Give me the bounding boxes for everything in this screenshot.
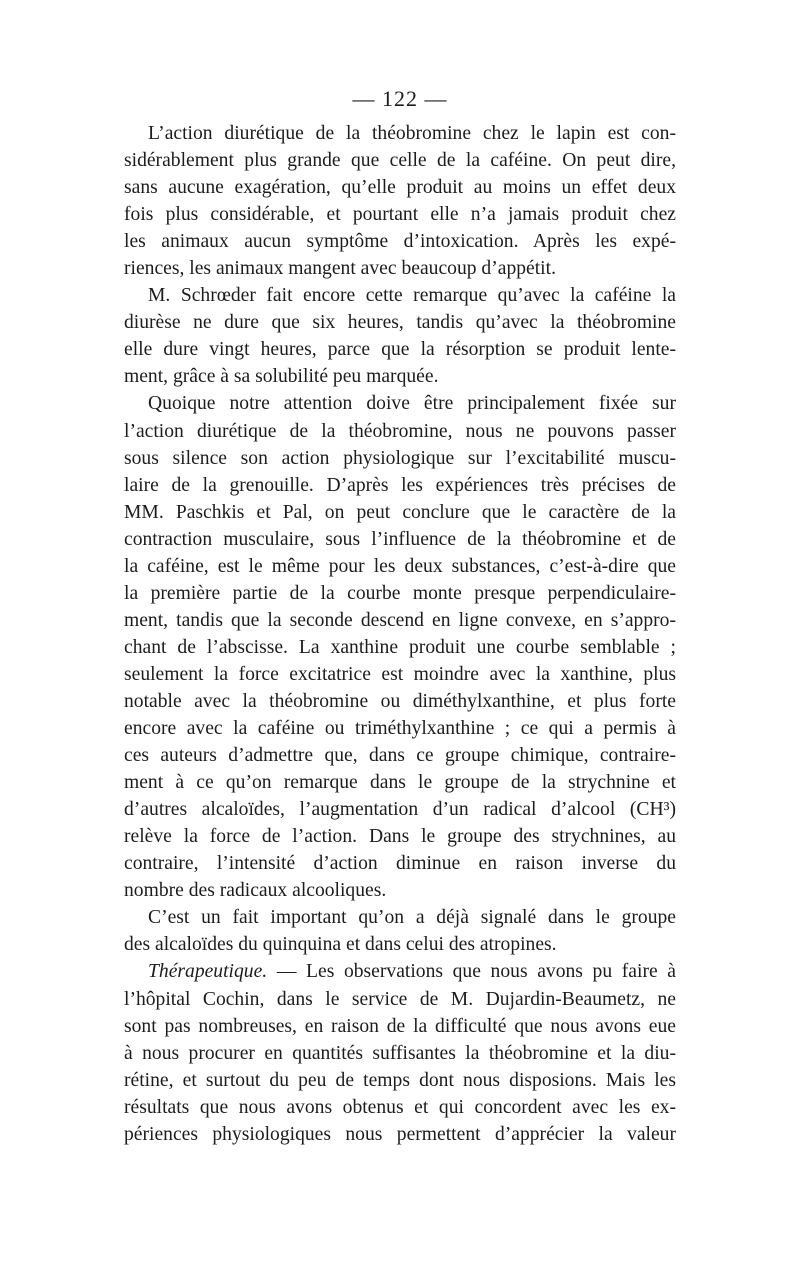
text-line: ment à ce qu’on remarque dans le groupe de la strychnine et bbox=[124, 772, 676, 794]
text-line: nombre des radicaux alcooliques. bbox=[124, 880, 387, 902]
text-line: chant de l’abscisse. La xanthine produit une courbe semblable ; bbox=[124, 636, 676, 658]
text-line bbox=[124, 958, 676, 985]
text-line: diurèse ne dure que six heures, tandis qu’avec la théobromine bbox=[124, 312, 676, 334]
text-line: laire de la grenouille. D’après les expériences très précises de bbox=[124, 474, 676, 496]
paragraph-quinquina bbox=[124, 904, 676, 958]
page-number: — 122 — bbox=[352, 86, 448, 111]
text-line: relève la force de l’action. Dans le groupe des strychnines, au bbox=[124, 826, 676, 848]
text-line: rétine, et surtout du peu de temps dont nous disposions. Mais les bbox=[124, 1069, 676, 1091]
text-line: M. Schrœder fait encore cette remarque qu’avec la caféine la bbox=[148, 285, 676, 307]
text-line: les animaux aucun symptôme d’intoxication. Après les expé- bbox=[124, 231, 676, 253]
text-line: à nous procurer en quantités suffisantes la théobromine et la diu- bbox=[124, 1042, 676, 1064]
text-line: sidérablement plus grande que celle de la caféine. On peut dire, bbox=[124, 150, 676, 172]
text-line: l’hôpital Cochin, dans le service de M. Dujardin-Beaumetz, ne bbox=[124, 988, 676, 1010]
text-line: sont pas nombreuses, en raison de la difficulté que nous avons eue bbox=[124, 1015, 676, 1037]
text-line: seulement la force excitatrice est moindre avec la xanthine, plus bbox=[124, 663, 676, 685]
text-line: notable avec la théobromine ou diméthylxanthine, et plus forte bbox=[124, 690, 676, 712]
text-line: contraction musculaire, sous l’influence de la théobromine et de bbox=[124, 528, 676, 550]
text-line: fois plus considérable, et pourtant elle n’a jamais produit chez bbox=[124, 204, 676, 226]
section-heading-therapeutique: Thérapeutique. bbox=[148, 961, 268, 983]
text-line: périences physiologiques nous permettent d’apprécier la valeur bbox=[124, 1123, 676, 1145]
text-line: contraire, l’intensité d’action diminue en raison inverse du bbox=[124, 853, 676, 875]
text-line: elle dure vingt heures, parce que la résorption se produit lente- bbox=[124, 339, 676, 361]
text-line: d’autres alcaloïdes, l’augmentation d’un radical d’alcool (CH³) bbox=[124, 799, 676, 821]
text-line: C’est un fait important qu’on a déjà signalé dans le groupe bbox=[148, 907, 676, 929]
text-line: ces auteurs d’admettre que, dans ce groupe chimique, contraire- bbox=[124, 745, 676, 767]
text-line: riences, les animaux mangent avec beaucoup d’appétit. bbox=[124, 258, 556, 280]
text-line-rest: — Les observations que nous avons pu faire à bbox=[267, 961, 676, 983]
text-line: encore avec la caféine ou triméthylxanthine ; ce qui a permis à bbox=[124, 718, 676, 740]
text-line: MM. Paschkis et Pal, on peut conclure que le caractère de la bbox=[124, 501, 676, 523]
text-line: résultats que nous avons obtenus et qui concordent avec les ex- bbox=[124, 1096, 676, 1118]
text-line: l’action diurétique de la théobromine, nous ne pouvons passer bbox=[124, 420, 676, 442]
text-line: ment, tandis que la seconde descend en ligne convexe, en s’appro- bbox=[124, 609, 676, 631]
paragraph-therapeutique bbox=[124, 958, 676, 1147]
paragraph-schroeder bbox=[124, 282, 676, 390]
text-line: la caféine, est le même pour les deux substances, c’est-à-dire que bbox=[124, 555, 676, 577]
text-line: ment, grâce à sa solubilité peu marquée. bbox=[124, 366, 439, 388]
text-line: sous silence son action physiologique sur l’excitabilité muscu- bbox=[124, 447, 676, 469]
paragraph-muscle-excitability bbox=[124, 390, 676, 904]
text-line: Quoique notre attention doive être principalement fixée sur bbox=[148, 393, 676, 415]
text-line: la première partie de la courbe monte presque perpendiculaire- bbox=[124, 582, 676, 604]
body-text bbox=[124, 120, 676, 1148]
text-line: L’action diurétique de la théobromine chez le lapin est con- bbox=[148, 123, 676, 144]
text-line: sans aucune exagération, qu’elle produit au moins un effet deux bbox=[124, 177, 676, 199]
paragraph-diuretic-action bbox=[124, 120, 676, 282]
text-line: des alcaloïdes du quinquina et dans celui des atropines. bbox=[124, 934, 557, 956]
